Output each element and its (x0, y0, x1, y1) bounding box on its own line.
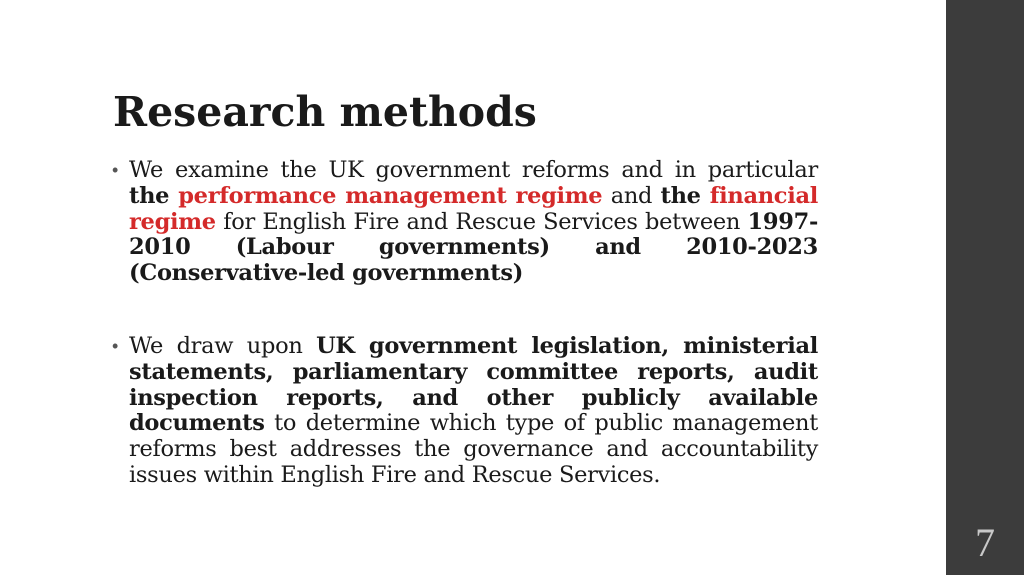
bold-segment: the (660, 182, 710, 209)
text-segment: and (602, 182, 661, 209)
bold-segment: the (129, 182, 179, 209)
bullet-item (112, 334, 818, 489)
highlight-segment: performance management regime (178, 182, 603, 209)
text-segment: We examine the UK government reforms and in particular (129, 157, 818, 183)
bullet-text (129, 333, 818, 488)
bold-segment: 1997-2010 (Labour governments) and 2010-2023 (Conservative-led governments) (129, 208, 818, 287)
slide-number: 7 (975, 520, 995, 565)
slide-title: Research methods (113, 88, 537, 136)
bullet-list (112, 158, 818, 489)
text-segment: to determine which type of public management reforms best addresses the governance and accountability issues within English Fire and Rescue Services. (129, 410, 818, 488)
bullet-dot-icon: • (112, 335, 119, 356)
text-segment: for English Fire and Rescue Services between (215, 208, 748, 235)
bold-segment: UK government legislation, ministerial statements, parliamentary committee reports, audit inspection reports, and other publicly available documents (129, 332, 818, 437)
highlight-segment: financial regime (129, 182, 818, 235)
bullet-dot-icon: • (112, 160, 119, 180)
text-segment: We draw upon (129, 332, 317, 359)
bullet-item (112, 158, 818, 287)
bullet-text (129, 157, 818, 286)
sidebar-panel (946, 0, 1024, 575)
